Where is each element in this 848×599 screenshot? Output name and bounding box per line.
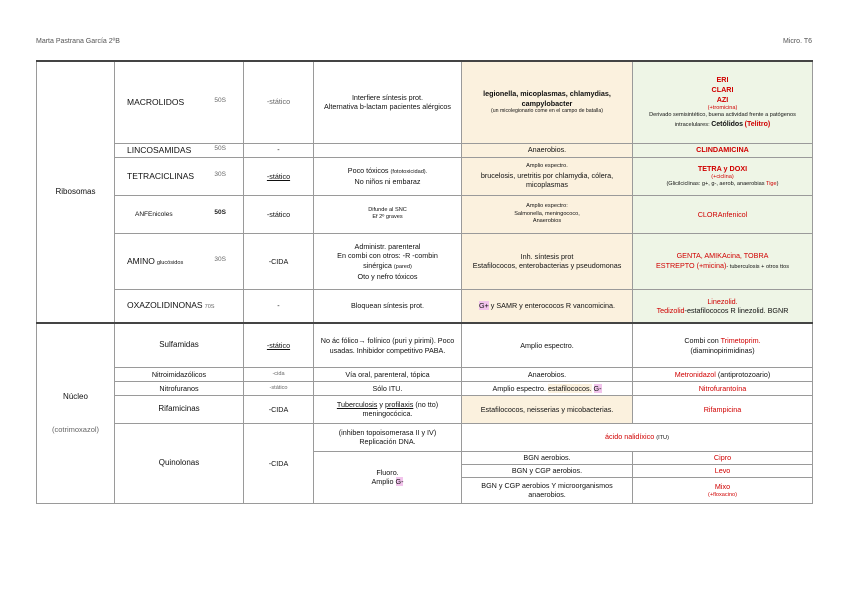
macrolidos-effect: -stático — [244, 61, 314, 143]
row-nitroimidazolicos-name: Nitroimidazólicos — [115, 367, 244, 381]
row-quinolonas-name: Quinolonas — [115, 423, 244, 503]
nitrofuranos-drug: Nitrofurantoína — [633, 381, 813, 395]
group-ribosomas: Ribosomas — [37, 61, 115, 323]
sulfamidas-mechanism: No ác fólico→ folínico (puri y pirimi). Poco usadas. Inhibidor competitivo PABA. — [314, 323, 462, 367]
quinolonas-effect: -CIDA — [244, 423, 314, 503]
quinolonas-top-drug: ácido nalidíxico (ITU) — [462, 423, 813, 451]
macrolidos-mechanism: Interfiere síntesis prot. Alternativa b-lactam pacientes alérgicos — [314, 61, 462, 143]
row-oxazolidinonas-name: OXAZOLIDINONAS 70S — [115, 289, 244, 323]
lincosamidas-mechanism — [314, 143, 462, 157]
oxazolidinonas-spectrum: G+ y SAMR y enterococos R vancomicina. — [462, 289, 633, 323]
row-macrolidos-name: MACROLIDOS 50S — [115, 61, 244, 143]
row-amino-name: AMINO glucósidos 30S — [115, 233, 244, 289]
anfenicoles-drug: CLORAnfenicol — [633, 195, 813, 233]
nitroimidazolicos-mechanism: Vía oral, parenteral, tópica — [314, 367, 462, 381]
tetraciclinas-effect: -stático — [244, 157, 314, 195]
row-rifamicinas-name: Rifamicinas — [115, 395, 244, 423]
row-lincosamidas-name: LINCOSAMIDAS 50S — [115, 143, 244, 157]
quinolonas-mechanism-bottom: Fluoro. Amplio G- — [314, 451, 462, 503]
rifamicinas-mechanism: Tuberculosis y profilaxis (no tto) meningocócica. — [314, 395, 462, 423]
lincosamidas-effect: - — [244, 143, 314, 157]
antibiotics-table — [36, 60, 813, 504]
row-nitrofuranos-name: Nitrofuranos — [115, 381, 244, 395]
oxazolidinonas-effect: - — [244, 289, 314, 323]
nitroimidazolicos-drug: Metronidazol (antiprotozoario) — [633, 367, 813, 381]
quinolonas-row-spectrum: BGN y CGP aerobios. — [462, 464, 633, 477]
tetraciclinas-spectrum: Amplio espectro. brucelosis, uretritis por chlamydia, cólera, micoplasmas — [462, 157, 633, 195]
nitroimidazolicos-spectrum: Anaerobios. — [462, 367, 633, 381]
rifamicinas-spectrum: Estafilococos, neisserias y micobacterias. — [462, 395, 633, 423]
row-tetraciclinas-name: TETRACICLINAS 30S — [115, 157, 244, 195]
anfenicoles-mechanism: Difunde al SNC Ef 2º graves — [314, 195, 462, 233]
oxazolidinonas-mechanism: Bloquean síntesis prot. — [314, 289, 462, 323]
lincosamidas-spectrum: Anaerobios. — [462, 143, 633, 157]
macrolidos-spectrum: legionella, micoplasmas, chlamydias, campylobacter (un micolegionario come en el campo de batalla) — [462, 61, 633, 143]
anfenicoles-spectrum: Amplio espectro: Salmonella, meningococo, Anaerobios — [462, 195, 633, 233]
tetraciclinas-drugs: TETRA y DOXI (+ciclina) (Glicilciclinas: g+, g-, aerob, anaerobias Tige) — [633, 157, 813, 195]
amino-mechanism: Administr. parenteral En combi con otros: -R -combin sinérgica (pared) Oto y nefro tóxicos — [314, 233, 462, 289]
quinolonas-row-drug: Mixo (+floxacino) — [633, 477, 813, 503]
quinolonas-row-drug: Cipro — [633, 451, 813, 464]
nitrofuranos-effect: -stático — [244, 381, 314, 395]
rifamicinas-drug: Rifampicina — [633, 395, 813, 423]
anfenicoles-effect: -stático — [244, 195, 314, 233]
macrolidos-drugs: ERI CLARI AZI (+tromicina) Derivado semisintético, buena actividad frente a patógenos intracelulares: Cetólidos (Telitro) — [633, 61, 813, 143]
rifamicinas-effect: -CIDA — [244, 395, 314, 423]
sulfamidas-effect: -stático — [244, 323, 314, 367]
subject-header: Micro. T6 — [782, 38, 812, 45]
quinolonas-mechanism-top: (inhiben topoisomerasa II y IV) Replicación DNA. — [314, 423, 462, 451]
group-nucleo: Núcleo (cotrimoxazol) — [37, 323, 115, 503]
sulfamidas-drug: Combi con Trimetoprim. (diaminopirimidinas) — [633, 323, 813, 367]
amino-spectrum: Inh. síntesis prot Estafilococos, enterobacterias y pseudomonas — [462, 233, 633, 289]
quinolonas-row-spectrum: BGN y CGP aerobios Y microorganismos anaerobios. — [462, 477, 633, 503]
quinolonas-row-spectrum: BGN aerobios. — [462, 451, 633, 464]
author-header: Marta Pastrana García 2ºB — [36, 38, 120, 45]
nitroimidazolicos-effect: -cida — [244, 367, 314, 381]
amino-effect: -CIDA — [244, 233, 314, 289]
row-sulfamidas-name: Sulfamidas — [115, 323, 244, 367]
nitrofuranos-spectrum: Amplio espectro. estafilococos. G- — [462, 381, 633, 395]
quinolonas-row-drug: Levo — [633, 464, 813, 477]
lincosamidas-drug: CLINDAMICINA — [633, 143, 813, 157]
oxazolidinonas-drugs: Linezolid. Tedizolid-estafilococos R linezolid. BGNR — [633, 289, 813, 323]
tetraciclinas-mechanism: Poco tóxicos (fototoxicidad). No niños ni embaraz — [314, 157, 462, 195]
sulfamidas-spectrum: Amplio espectro. — [462, 323, 633, 367]
nitrofuranos-mechanism: Sólo ITU. — [314, 381, 462, 395]
row-anfenicoles-name: ANFEnicoles 50S — [115, 195, 244, 233]
amino-drugs: GENTA, AMIKAcina, TOBRA ESTREPTO (+micina)- tuberculosis + otros ttos — [633, 233, 813, 289]
